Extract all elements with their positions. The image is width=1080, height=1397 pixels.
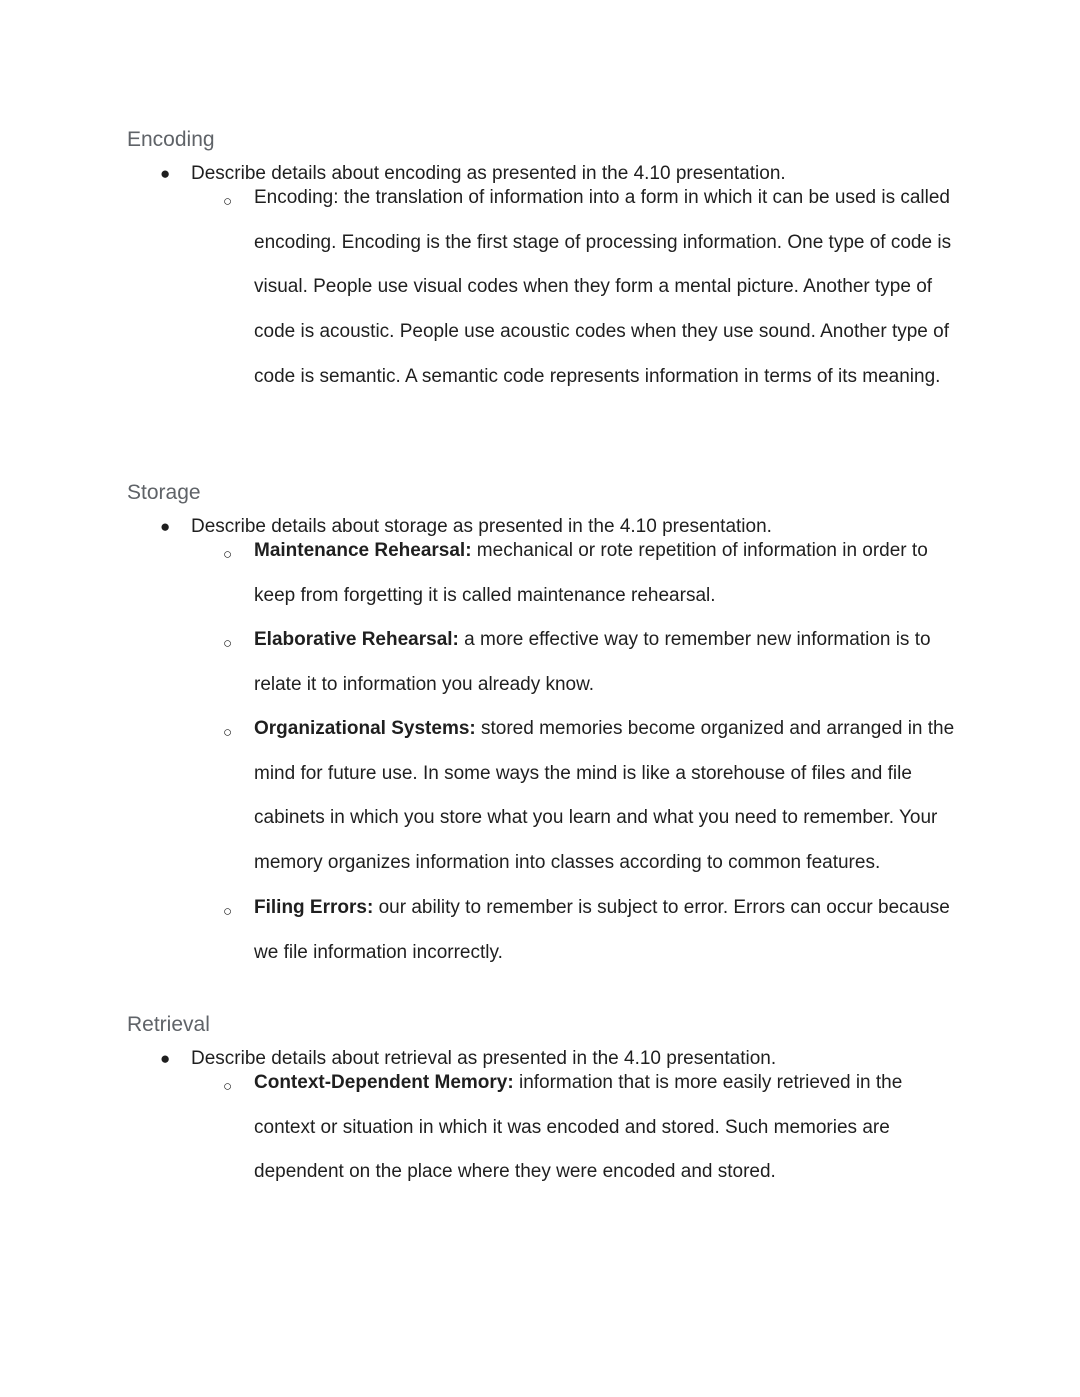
definition-text: stored memories become organized and arranged in the mind for future use. In some ways the mind is like a storehouse of files and file cabinets in which you store what you learn and what you need to remember. Your memory organizes information into classes according to common features. [254,718,955,874]
sub-bullet-icon: ○ [223,546,233,563]
sub-bullet-icon: ○ [223,635,233,652]
filing-errors-item [254,886,964,975]
sub-bullet-icon: ○ [223,724,233,741]
section-heading-encoding: Encoding [127,128,215,151]
bullet-text: Describe details about retrieval as presented in the 4.10 presentation. [191,1048,777,1069]
definition-text: mechanical or rote repetition of information in order to keep from forgetting it is called maintenance rehearsal. [254,540,928,606]
section-heading-retrieval: Retrieval [127,1013,210,1036]
term-label: Context-Dependent Memory: [254,1072,514,1093]
term-label: Filing Errors: [254,897,374,918]
context-dependent-memory-item [254,1061,964,1195]
sub-bullet-icon: ○ [223,903,233,920]
maintenance-rehearsal-item [254,529,964,618]
definition-text: Encoding: the translation of information into a form in which it can be used is called encoding. Encoding is the first stage of processing information. One type of code is visual. People use visual codes when they form a mental picture. Another type of code is acoustic. People use acoustic codes when they use sound. Another type of code is semantic. A semantic code represents information in terms of its meaning. [254,187,952,387]
definition-text: a more effective way to remember new information is to relate it to information you already know. [254,629,931,695]
sub-bullet-icon: ○ [223,193,233,210]
bullet-icon: ● [160,1049,171,1068]
term-label: Maintenance Rehearsal: [254,540,472,561]
bullet-text: Describe details about encoding as presented in the 4.10 presentation. [191,163,786,184]
term-label: Elaborative Rehearsal: [254,629,459,650]
sub-bullet-icon: ○ [223,1078,233,1095]
term-label: Organizational Systems: [254,718,476,739]
definition-text: information that is more easily retrieved in the context or situation in which it was encoded and stored. Such memories are dependent on the place where they were encoded and stored. [254,1072,903,1183]
section-heading-storage: Storage [127,481,201,504]
organizational-systems-item [254,707,964,886]
bullet-icon: ● [160,517,171,536]
bullet-icon: ● [160,164,171,183]
bullet-text: Describe details about storage as presented in the 4.10 presentation. [191,516,772,537]
encoding-definition [254,176,964,400]
definition-text: our ability to remember is subject to error. Errors can occur because we file information incorrectly. [254,897,950,963]
elaborative-rehearsal-item [254,618,964,707]
